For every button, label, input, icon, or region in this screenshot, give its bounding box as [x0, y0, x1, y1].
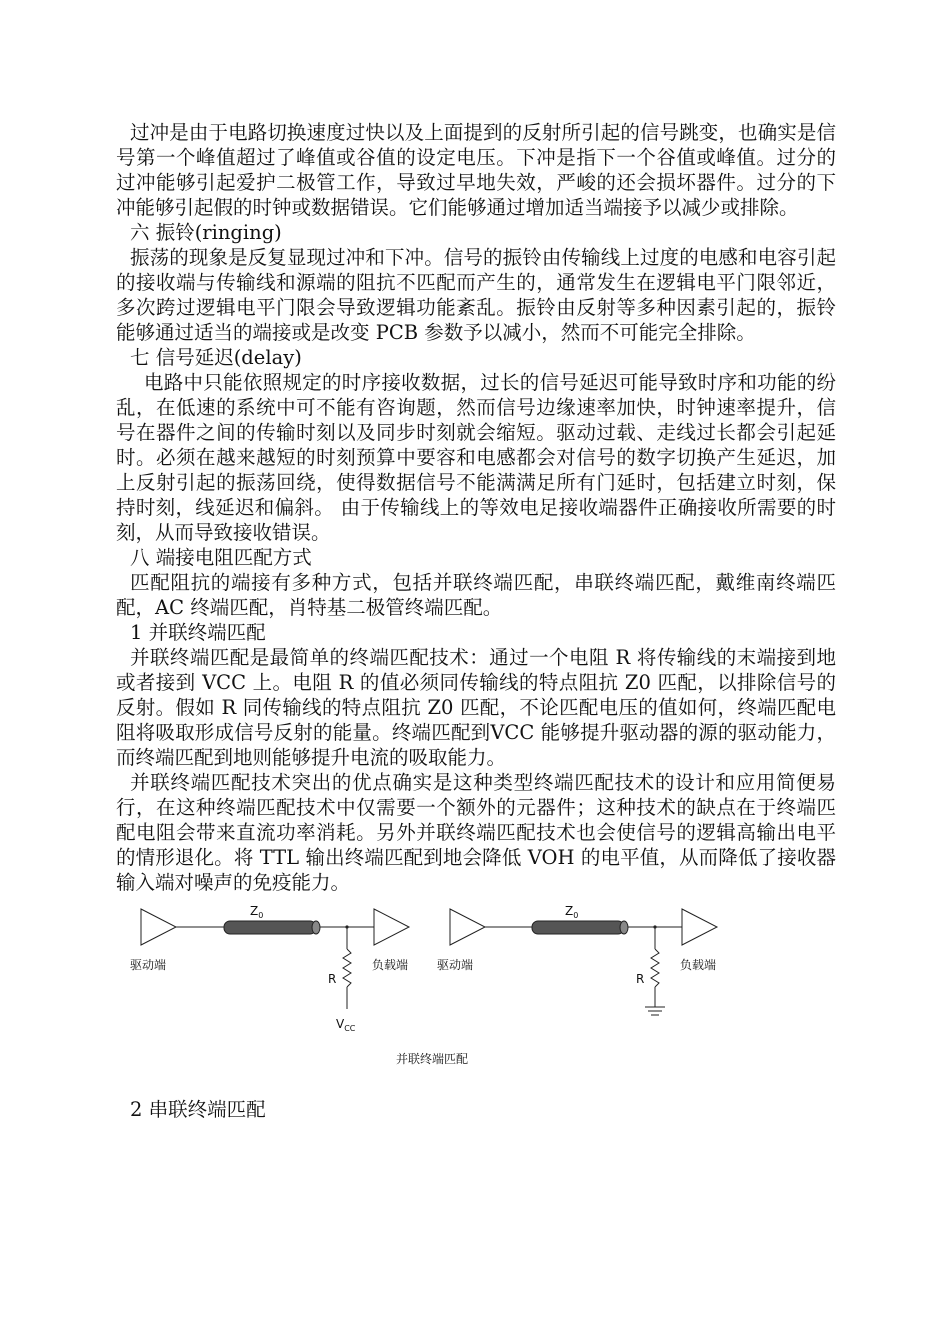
driver-buffer-icon [450, 909, 485, 945]
heading-series-termination: 2 串联终端匹配 [130, 1098, 266, 1121]
driver-buffer-icon [141, 909, 176, 945]
paragraph-overshoot: 过冲是由于电路切换速度过快以及上面提到的反射所引起的信号跳变，也确实是信号第一个峰值超过了峰值或谷值的设定电压。下冲是指下一个谷值或峰值。过分的过冲能够引起爱护二极管工作，导致过早地失效，严峻的还会损坏器件。过分的下冲能够引起假的时钟或数据错误。它们能够通过增加适当端接予以减少或排除。 [116, 121, 836, 219]
circuit-diagram [116, 897, 836, 1097]
paragraph-delay: 电路中只能依照规定的时序接收数据，过长的信号延迟可能导致时序和功能的纷乱，在低速的系统中可不能有咨询题，然而信号边缘速率加快，时钟速率提升，信号在器件之间的传输时刻以及同步时刻就会缩短。驱动过载、走线过长都会引起延时。必须在越来越短的时刻预算中要容和电感都会对信号的数字切换产生延迟，加上反射引起的振荡回绕，使得数据信号不能满满足所有门延时，包括建立时刻，保持时刻，线延迟和偏斜。 由于传输线上的等效电足接收端器件正确接收所需要的时刻，从而导致接收错误。 [116, 371, 836, 544]
circuit-vcc [130, 904, 409, 1033]
driver-label: 驱动端 [130, 958, 167, 972]
driver-label: 驱动端 [437, 958, 474, 972]
transmission-line [532, 921, 624, 934]
heading-parallel-termination: 1 并联终端匹配 [130, 621, 266, 644]
heading-delay: 七 信号延迟(delay) [130, 346, 302, 369]
load-label: 负载端 [372, 958, 409, 972]
heading-termination: 八 端接电阻匹配方式 [130, 546, 312, 569]
paragraph-termination-intro: 匹配阻抗的端接有多种方式，包括并联终端匹配，串联终端匹配，戴维南终端匹配，AC 终端匹配，肖特基二极管终端匹配。 [116, 571, 836, 619]
z0-label: $Z_0$ [250, 904, 264, 920]
load-buffer-icon [682, 909, 717, 945]
z0-label: $Z_0$ [565, 904, 579, 920]
resistor-label: R [328, 972, 337, 986]
vcc-label: $V_{CC}$ [336, 1017, 356, 1033]
load-label: 负载端 [680, 958, 717, 972]
resistor-icon [651, 949, 659, 987]
resistor-label: R [636, 972, 645, 986]
paragraph-parallel-2: 并联终端匹配技术突出的优点确实是这种类型终端匹配技术的设计和应用简便易行，在这种终端匹配技术中仅需要一个额外的元器件；这种技术的缺点在于终端匹配电阻会带来直流功率消耗。另外并联终端匹配技术也会使信号的逻辑高输出电平的情形退化。将 TTL 输出终端匹配到地会降低 VOH 的电平值，从而降低了接收器输入端对噪声的免疫能力。 [116, 771, 836, 894]
heading-ringing: 六 振铃(ringing) [130, 221, 282, 244]
document-body [116, 120, 836, 1122]
ground-icon [645, 1007, 665, 1015]
load-buffer-icon [374, 909, 409, 945]
resistor-icon [343, 949, 351, 987]
parallel-termination-figure [116, 897, 836, 1097]
circuit-ground [437, 904, 717, 1015]
paragraph-parallel-1: 并联终端匹配是最简单的终端匹配技术：通过一个电阻 R 将传输线的末端接到地或者接到 VCC 上。电阻 R 的值必须同传输线的特点阻抗 Z0 匹配，以排除信号的反射。假如 R 同传输线的特点阻抗 Z0 匹配，不论匹配电压的值如何，终端匹配电阻将吸取形成信号反射的能量。终端匹配到VCC 能够提升驱动器的源的驱动能力，而终端匹配到地则能够提升电流的吸取能力。 [116, 646, 836, 769]
paragraph-ringing: 振荡的现象是反复显现过冲和下冲。信号的振铃由传输线上过度的电感和电容引起的接收端与传输线和源端的阻抗不匹配而产生的，通常发生在逻辑电平门限邻近，多次跨过逻辑电平门限会导致逻辑功能紊乱。振铃由反射等多种因素引起的，振铃能够通过适当的端接或是改变 PCB 参数予以减小，然而不可能完全排除。 [116, 246, 836, 344]
transmission-line [224, 921, 316, 934]
figure-caption: 并联终端匹配 [396, 1052, 469, 1066]
